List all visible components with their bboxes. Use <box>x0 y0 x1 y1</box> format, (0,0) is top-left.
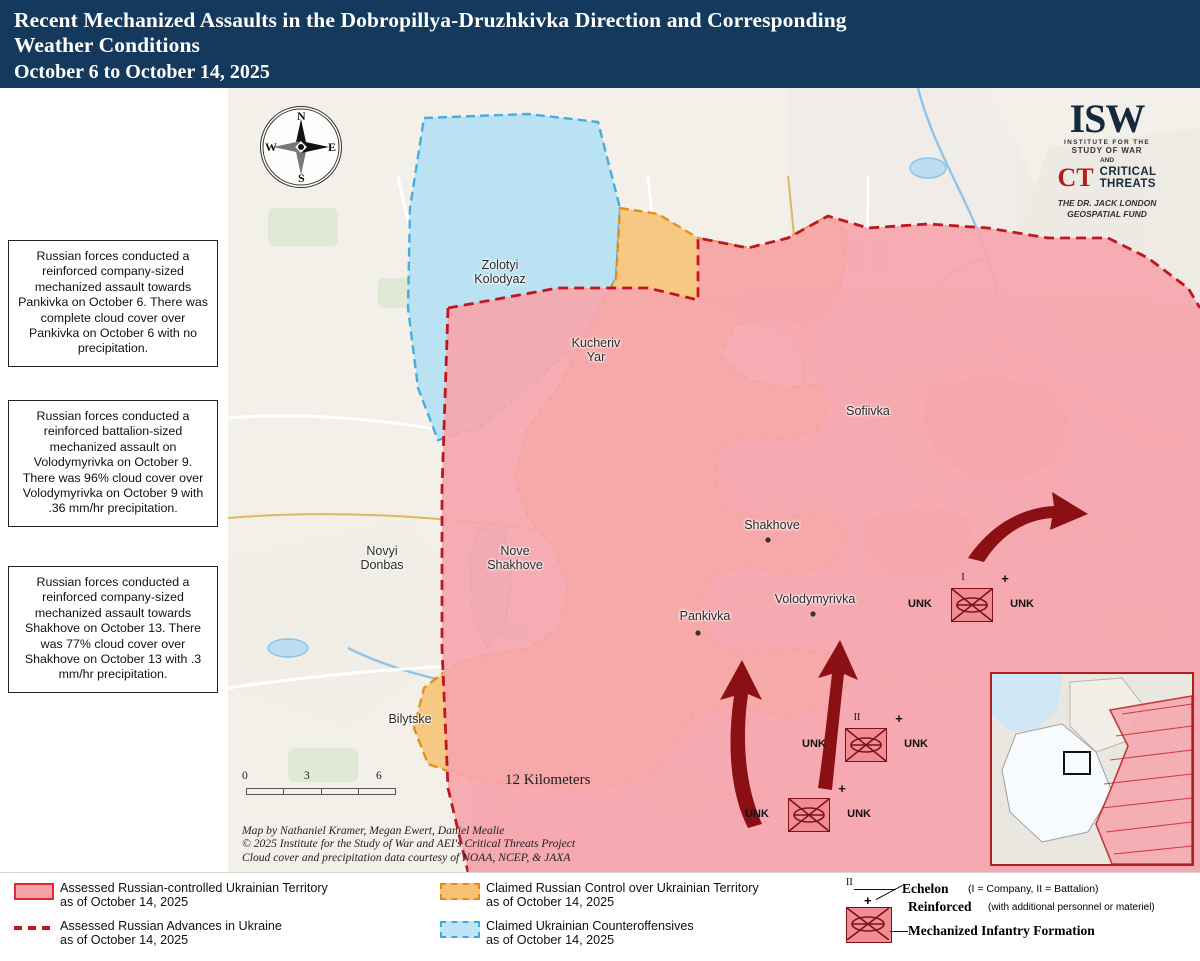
unit-unk-left-pankivka: UNK <box>745 808 769 820</box>
annotations-panel <box>0 88 229 872</box>
unit-echelon-volodymyrivka: II <box>853 712 861 723</box>
legend-column-1 <box>14 881 414 957</box>
unit-unk-left-shakhove: UNK <box>908 598 932 610</box>
credit-line-2: © 2025 Institute for the Study of War and AEI's Critical Threats Project <box>242 837 576 851</box>
isw-logo <box>1032 96 1182 220</box>
legend-column-3 <box>846 877 1194 953</box>
unit-unk-right-shakhove: UNK <box>1010 598 1034 610</box>
legend-sublabel-claimed-russian-control: as of October 14, 2025 <box>486 895 615 910</box>
legend-item-echelon <box>846 877 1194 899</box>
isw-wordmark: ISW <box>1069 96 1145 141</box>
label-sofiivka: Sofiivka <box>846 404 890 418</box>
unit-marker-volodymyrivka[interactable] <box>802 711 928 764</box>
legend-note-reinforced: (with additional personnel or materiel) <box>988 902 1155 913</box>
scale-bar-segments <box>246 788 396 795</box>
credit-line-1: Map by Nathaniel Kramer, Megan Ewert, Daniel Mealie <box>242 823 505 837</box>
legend-leader-line-echelon <box>854 889 896 890</box>
date-range: October 6 to October 14, 2025 <box>14 61 270 83</box>
unit-symbol-box <box>788 798 830 832</box>
legend-swatch-claimed-russian-control <box>440 883 480 900</box>
page-title-cont: Weather Conditions <box>14 33 200 57</box>
legend-unit-symbol <box>846 907 892 943</box>
label-nove-shakhove: Nove Shakhove <box>487 544 543 572</box>
legend-reinforced-symbol: + <box>864 893 872 908</box>
legend-sublabel-assessed-russian-advances: as of October 14, 2025 <box>60 933 189 948</box>
label-volodymyrivka: Volodymyrivka <box>774 592 856 606</box>
fund-line-1: THE DR. JACK LONDON <box>1057 198 1157 208</box>
compass-south: S <box>298 171 305 185</box>
page-title: Recent Mechanized Assaults in the Dobropillya-Druzhkivka Direction and Corresponding <box>14 8 847 32</box>
inset-locator-map[interactable] <box>990 672 1194 866</box>
unit-symbol-box <box>845 728 887 762</box>
legend-label-claimed-russian-control: Claimed Russian Control over Ukrainian Territory <box>486 881 759 895</box>
legend-label-assessed-russian-advances: Assessed Russian Advances in Ukraine <box>60 918 282 933</box>
legend-leader-line-formation <box>890 931 908 932</box>
legend-swatch-assessed-russian-advances <box>14 926 50 930</box>
unit-echelon-shakhove: I <box>961 572 965 583</box>
label-zolotyi-kolodyaz: Zolotyi Kolodyaz <box>474 258 526 286</box>
isw-subtitle-1: INSTITUTE FOR THE <box>1063 139 1150 146</box>
isw-and: AND <box>1099 157 1115 164</box>
compass-north: N <box>297 109 306 123</box>
legend-sublabel-assessed-russian-controlled: as of October 14, 2025 <box>60 895 189 910</box>
compass-rose <box>260 106 342 188</box>
label-novyi-donbas: Novyi Donbas <box>360 544 404 572</box>
page-header <box>0 0 1200 88</box>
legend-item-claimed-ukrainian-counteroffensives <box>440 919 820 948</box>
callout-pankivka: Russian forces conducted a reinforced company-sized mechanized assault towards Pankivka on October 6. There was complete cloud cover over Pankivka on October 6 with no precipitation. <box>8 240 218 367</box>
scale-tick-1: 3 <box>304 770 310 782</box>
isw-subtitle-2: STUDY OF WAR <box>1071 146 1143 155</box>
legend-swatch-claimed-ukrainian-counteroffensives <box>440 921 480 938</box>
unit-marker-shakhove[interactable] <box>908 571 1034 624</box>
legend-label-reinforced: Reinforced <box>908 899 972 914</box>
legend-note-echelon: (I = Company, II = Battalion) <box>968 883 1099 895</box>
unit-reinforced-pankivka: + <box>838 781 846 796</box>
legend-label-formation: Mechanized Infantry Formation <box>908 923 1095 938</box>
legend-item-assessed-russian-controlled <box>14 881 414 910</box>
label-kucheriv-yar: Kucheriv Yar <box>571 336 621 364</box>
map-legend <box>0 872 1200 961</box>
map-canvas[interactable] <box>228 88 1200 872</box>
label-bilytske: Bilytske <box>388 712 432 726</box>
ct-line-1: CRITICAL <box>1099 166 1157 178</box>
legend-label-assessed-russian-controlled: Assessed Russian-controlled Ukrainian Territory <box>60 881 328 895</box>
legend-label-claimed-ukrainian-counteroffensives: Claimed Ukrainian Counteroffensives <box>486 918 694 933</box>
compass-west: W <box>265 140 277 154</box>
unit-symbol-box <box>951 588 993 622</box>
compass-east: E <box>327 140 336 154</box>
ct-mark: CT <box>1057 163 1094 192</box>
map-credits <box>242 824 762 864</box>
unit-reinforced-shakhove: + <box>1001 571 1009 586</box>
credit-line-3: Cloud cover and precipitation data courtesy of NOAA, NCEP, & JAXA <box>242 850 571 864</box>
legend-item-claimed-russian-control <box>440 881 820 910</box>
legend-label-echelon: Echelon <box>902 881 949 896</box>
callout-shakhove: Russian forces conducted a reinforced company-sized mechanized assault towards Shakhove on October 13. There was 77% cloud cover over Shakhove on October 13 with .3 mm/hr precipitation. <box>8 566 218 693</box>
ct-line-2: THREATS <box>1099 178 1156 190</box>
legend-item-assessed-russian-advances <box>14 919 414 948</box>
label-pankivka: Pankivka <box>679 609 731 623</box>
label-shakhove: Shakhove <box>744 518 800 532</box>
scale-tick-0: 0 <box>242 770 248 782</box>
unit-unk-right-volodymyrivka: UNK <box>904 738 928 750</box>
legend-sublabel-claimed-ukrainian-counteroffensives: as of October 14, 2025 <box>486 933 615 948</box>
scale-bar <box>240 770 620 810</box>
critical-threats-logo <box>1032 163 1182 192</box>
legend-echelon-symbol: II <box>846 877 853 888</box>
legend-column-2 <box>440 881 820 957</box>
fund-line-2: GEOSPATIAL FUND <box>1067 209 1147 219</box>
unit-unk-left-volodymyrivka: UNK <box>802 738 826 750</box>
legend-item-formation <box>846 893 1194 953</box>
scale-tick-2: 6 <box>376 770 382 782</box>
unit-unk-right-pankivka: UNK <box>847 808 871 820</box>
callout-volodymyrivka: Russian forces conducted a reinforced battalion-sized mechanized assault on Volodymyrivka on October 9. There was 96% cloud cover over Volodymyrivka on October 9 with .36 mm/hr precipitation. <box>8 400 218 527</box>
unit-reinforced-volodymyrivka: + <box>895 711 903 726</box>
scale-label: 12 Kilometers <box>505 772 591 788</box>
unit-marker-pankivka[interactable] <box>745 781 871 834</box>
legend-swatch-assessed-russian-controlled <box>14 883 54 900</box>
